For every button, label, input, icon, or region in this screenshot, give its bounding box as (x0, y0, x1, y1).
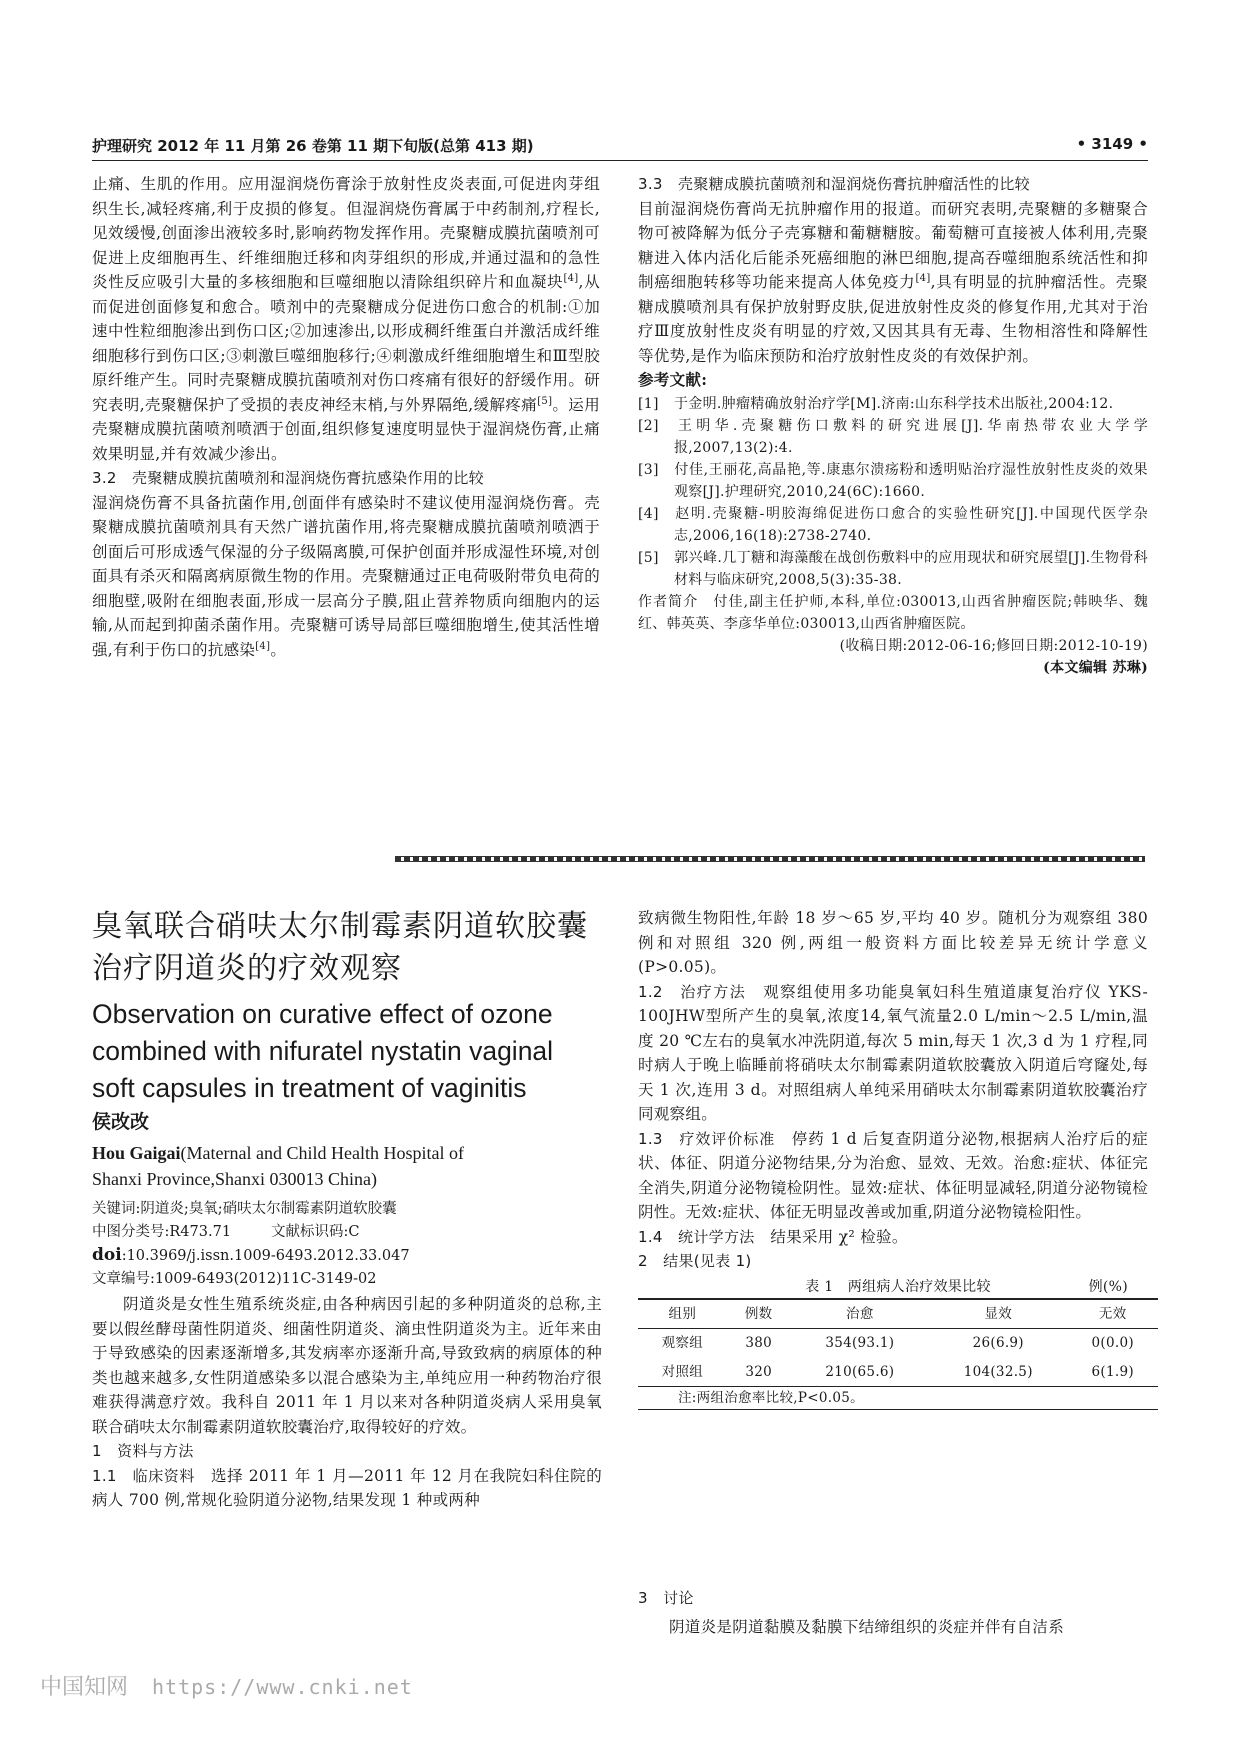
table-row (638, 1329, 1158, 1358)
table-cell: 210(65.6) (825, 1363, 895, 1380)
table-caption-row (638, 1276, 1158, 1298)
reference-item: [2] 王明华.壳聚糖伤口敷料的研究进展[J].华南热带农业大学学报,2007,13(2):4. (638, 417, 1148, 456)
table-note: 注:两组治愈率比较,P<0.05。 (638, 1387, 1158, 1410)
table-cell: 104(32.5) (963, 1363, 1033, 1380)
received-dates: (收稿日期:2012-06-16;修回日期:2012-10-19) (839, 637, 1148, 654)
english-title-line: Observation on curative effect of ozone (92, 999, 553, 1029)
cnki-logo-text: 中国知网 (40, 1675, 129, 1700)
section-heading-1-3: 1.3 疗效评价标准 (638, 1129, 776, 1148)
editor-credit: (本文编辑 苏琳) (1043, 659, 1148, 676)
table-row (638, 1358, 1158, 1387)
section-heading-1: 1 资料与方法 (92, 1442, 194, 1460)
journal-header: 护理研究 2012 年 11 月第 26 卷第 11 期下旬版(总第 413 期) (92, 137, 534, 155)
author-chinese: 侯改改 (92, 1111, 150, 1133)
results-table (638, 1298, 1158, 1388)
table-cell: 6(1.9) (1091, 1363, 1134, 1380)
table-header-cell: 无效 (1098, 1305, 1127, 1322)
article-number: 文章编号:1009-6493(2012)11C-3149-02 (92, 1271, 377, 1287)
section-heading-3-2: 3.2 壳聚糖成膜抗菌喷剂和湿润烧伤膏抗感染作用的比较 (92, 469, 484, 487)
table-cell: 26(6.9) (972, 1335, 1024, 1351)
paragraph-1-2: 1.2 治疗方法 观察组使用多功能臭氧妇科生殖道康复治疗仪 YKS-100JHW型所产生的臭氧,浓度14,氧气流量2.0 L/min～2.5 L/min,温度 20 ℃左右的臭氧水冲洗阴道,每次 5 min,每天 1 次,3 d 为 1 疗程,同时病人于晚上临睡前将硝呋太尔制霉素阴道软胶囊放入阴道后穹窿处,每天 1 次,连用 3 d。对照组病人单纯采用硝呋太尔制霉素阴道软胶囊治疗同观察组。 (638, 982, 1148, 1123)
paragraph-1-4: 1.4 统计学方法 结果采用 χ² 检验。 (638, 1227, 908, 1246)
author-intro: 作者简介 付佳,副主任护师,本科,单位:030013,山西省肿瘤医院;韩映华、魏红、韩英英、李彦华单位:030013,山西省肿瘤医院。 (638, 593, 1148, 632)
english-title-line: combined with nifuratel nystatin vaginal (92, 1036, 554, 1066)
cnki-url[interactable]: https://www.cnki.net (152, 1675, 413, 1699)
classification-line (92, 1221, 604, 1244)
citation[interactable]: [4] (563, 272, 579, 284)
reference-item: [5] 郭兴峰.几丁糖和海藻酸在战创伤敷料中的应用现状和研究展望[J].生物骨科材料与临床研究,2008,5(3):35-38. (638, 549, 1148, 588)
header-rule (92, 160, 1148, 161)
citation[interactable]: [4] (255, 640, 271, 652)
keywords: 关键词:阴道炎;臭氧;硝呋太尔制霉素阴道软胶囊 (92, 1201, 397, 1217)
references-title: 参考文献: (638, 370, 708, 389)
table-unit: 例(%) (1088, 1278, 1128, 1295)
table-header-cell: 组别 (668, 1305, 697, 1322)
article-meta (92, 1198, 604, 1291)
right-column-bottom (638, 906, 1148, 1410)
section-heading-1-1: 1.1 临床资料 (92, 1466, 195, 1485)
paragraph-intro: 阴道炎是女性生殖系统炎症,由各种病因引起的多种阴道炎的总称,主要以假丝酵母菌性阴道炎、细菌性阴道炎、滴虫性阴道炎为主。近年来由于导致感染的因素逐渐增多,其发病率亦逐渐升高,导致致病的病原体的种类也越来越多,女性阴道感染多以混合感染为主,单纯应用一种药物治疗很难获得满意疗效。我科自 2011 年 1 月以来对各种阴道炎病人采用臭氧联合硝呋太尔制霉素阴道软胶囊治疗,取得较好的疗效。 (92, 1295, 602, 1436)
table-cell: 观察组 (661, 1335, 704, 1351)
article-title-block (92, 906, 604, 1134)
citation[interactable]: [4] (915, 272, 931, 284)
paragraph-1-1: 1.1 临床资料 选择 2011 年 1 月—2011 年 12 月在我院妇科住院的病人 700 例,常规化验阴道分泌物,结果发现 1 种或两种 (92, 1466, 602, 1509)
section-heading-1-4: 1.4 统计学方法 (638, 1227, 755, 1246)
paragraph-1-1-continued: 致病微生物阳性,年龄 18 岁～65 岁,平均 40 岁。随机分为观察组 380 例和对照组 320 例,两组一般资料方面比较差异无统计学意义(P>0.05)。 (638, 909, 1148, 976)
paragraph-discussion: 阴道炎是阴道黏膜及黏膜下结缔组织的炎症并伴有自洁系 (669, 1617, 1065, 1636)
cnki-watermark (40, 1670, 413, 1701)
right-column-top (638, 172, 1148, 679)
table-cell: 380 (745, 1335, 773, 1351)
paragraph-wound-healing: 止痛、生肌的作用。应用湿润烧伤膏涂于放射性皮炎表面,可促进肉芽组织生长,减轻疼痛,利于皮损的修复。但湿润烧伤膏属于中药制剂,疗程长,见效缓慢,创面渗出液较多时,影响药物发挥作用。壳聚糖成膜抗菌喷剂可促进上皮细胞再生、纤维细胞迁移和肉芽组织的形成,并通过温和的急性炎性反应吸引大量的多核细胞和巨噬细胞以清除组织碎片和血凝块[4],从而促进创面修复和愈合。喷剂中的壳聚糖成分促进伤口愈合的机制:①加速中性粒细胞渗出到伤口区;②加速渗出,以形成稠纤维蛋白并激活成纤维细胞移行到伤口区;③刺激巨噬细胞移行;④刺激成纤维细胞增生和Ⅲ型胶原纤维产生。同时壳聚糖成膜抗菌喷剂对伤口疼痛有很好的舒缓作用。研究表明,壳聚糖保护了受损的表皮神经末梢,与外界隔绝,缓解疼痛[5]。运用壳聚糖成膜抗菌喷剂喷洒于创面,组织修复速度明显快于湿润烧伤膏,止痛效果明显,并有效减少渗出。 (92, 175, 600, 463)
table-cell: 354(93.1) (825, 1335, 895, 1351)
page-number: • 3149 • (1076, 135, 1148, 153)
table-header-cell: 例数 (744, 1305, 773, 1322)
document-code: 文献标识码:C (271, 1224, 360, 1240)
table-header-cell: 显效 (984, 1305, 1013, 1322)
affiliation-line: (Maternal and Child Health Hospital of (180, 1143, 464, 1163)
english-title-line: soft capsules in treatment of vaginitis (92, 1073, 527, 1103)
discussion-section (638, 1586, 1148, 1639)
paragraph-anti-tumor: 目前湿润烧伤膏尚无抗肿瘤作用的报道。而研究表明,壳聚糖的多糖聚合物可被降解为低分子壳寡糖和葡糖糖胺。葡萄糖可直接被人体利用,壳聚糖进入体内活化后能杀死癌细胞的淋巴细胞,提高吞噬细胞系统活性和抑制癌细胞转移等功能来提高人体免疫力[4],具有明显的抗肿瘤活性。壳聚糖成膜喷剂具有保护放射野皮肤,促进放射性皮炎的修复作用,尤其对于治疗Ⅲ度放射性皮炎有明显的疗效,又因其具有无毒、生物相溶性和降解性等优势,是作为临床预防和治疗放射性皮炎的有效保护剂。 (638, 199, 1148, 365)
affiliation-line: Shanxi Province,Shanxi 030013 China) (92, 1169, 377, 1189)
table-1 (638, 1276, 1158, 1411)
reference-item: [1] 于金明.肿瘤精确放射治疗学[M].济南:山东科学技术出版社,2004:12. (638, 395, 1114, 412)
left-column-bottom (92, 1292, 602, 1513)
reference-item: [3] 付佳,王丽花,高晶艳,等.康惠尔溃疡粉和透明贴治疗湿性放射性皮炎的效果观察[J].护理研究,2010,24(6C):1660. (638, 461, 1148, 500)
doi-value[interactable]: :10.3969/j.issn.1009-6493.2012.33.047 (121, 1248, 410, 1264)
left-column-top (92, 172, 600, 662)
paragraph-1-3: 1.3 疗效评价标准 停药 1 d 后复查阴道分泌物,根据病人治疗后的症状、体征、阴道分泌物结果,分为治愈、显效、无效。治愈:症状、体征完全消失,阴道分泌物镜检阴性。显效:症状、体征明显减轻,阴道分泌物镜检阴性。无效:症状、体征无明显改善或加重,阴道分泌物镜检阳性。 (638, 1129, 1148, 1221)
paragraph-anti-infection: 湿润烧伤膏不具备抗菌作用,创面伴有感染时不建议使用湿润烧伤膏。壳聚糖成膜抗菌喷剂具有天然广谱抗菌作用,将壳聚糖成膜抗菌喷剂喷洒于创面后可形成透气保湿的分子级隔离膜,可保护创面并形成湿性环境,对创面具有杀灭和隔离病原微生物的作用。壳聚糖通过正电荷吸附带负电荷的细胞壁,吸附在细胞表面,形成一层高分子膜,阻止营养物质向细胞内的运输,从而起到抑菌杀菌作用。壳聚糖可诱导局部巨噬细胞增生,使其活性增强,有利于伤口的抗感染[4]。 (92, 493, 600, 659)
clc-number: 中图分类号:R473.71 (92, 1224, 232, 1240)
doi-line: doi:10.3969/j.issn.1009-6493.2012.33.047 (92, 1245, 410, 1265)
table-caption: 表 1 两组病人治疗效果比较 (805, 1278, 991, 1295)
section-heading-3: 3 讨论 (638, 1589, 694, 1607)
section-heading-3-3: 3.3 壳聚糖成膜抗菌喷剂和湿润烧伤膏抗肿瘤活性的比较 (638, 175, 1030, 193)
table-cell: 320 (745, 1363, 773, 1380)
citation[interactable]: [5] (537, 395, 553, 407)
section-heading-1-2: 1.2 治疗方法 (638, 982, 747, 1001)
section-heading-2: 2 结果(见表 1) (638, 1252, 752, 1270)
reference-item: [4] 赵明.壳聚糖-明胶海绵促进伤口愈合的实验性研究[J].中国现代医学杂志,2006,16(18):2738-2740. (638, 505, 1148, 544)
chinese-title-line: 治疗阴道炎的疗效观察 (92, 951, 402, 986)
table-header-row (638, 1299, 1158, 1329)
table-cell: 对照组 (661, 1363, 704, 1380)
author-english: Hou Gaigai (92, 1143, 181, 1163)
running-header (92, 135, 1148, 156)
table-cell: 0(0.0) (1091, 1335, 1134, 1351)
table-header-cell: 治愈 (846, 1305, 874, 1322)
article-divider (395, 856, 1145, 862)
chinese-title-line: 臭氧联合硝呋太尔制霉素阴道软胶囊 (92, 909, 588, 944)
affiliation-block (92, 1140, 604, 1192)
